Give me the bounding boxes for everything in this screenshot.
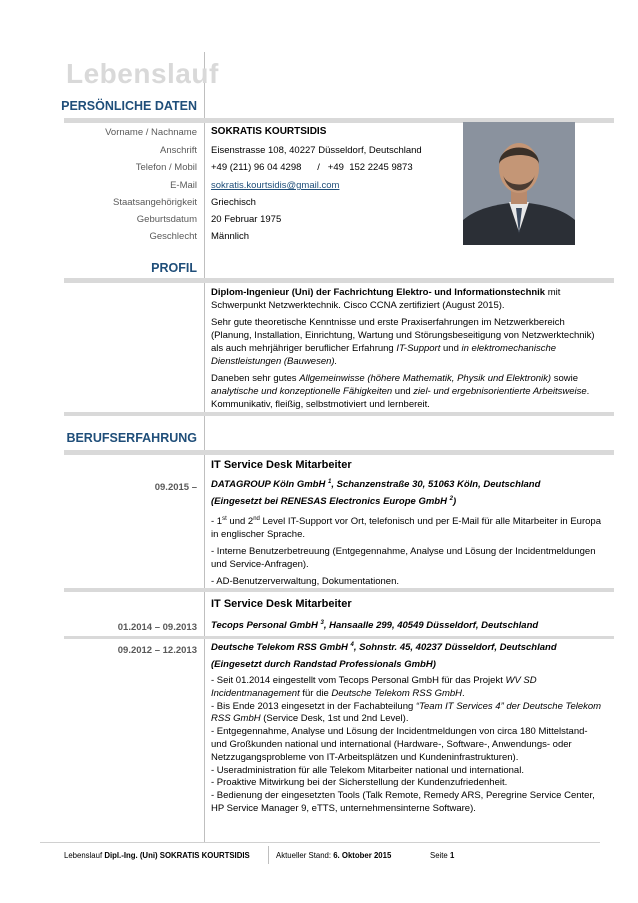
profile-paragraph: Daneben sehr gutes Allgemeinwisse (höhere Mathematik, Physik und Elektronik) sowie analytische und konzeptionelle Fähigkeiten und ziel- und ergebnisorientierte Arbeitsweise. Kommunikativ, fleißig, selbstmotiviert und lernbereit. — [211, 373, 590, 410]
job-assignment: (Eingesetzt durch Randstad Professionals GmbH) — [211, 659, 436, 670]
section-heading-profile: PROFIL — [151, 261, 197, 275]
address-value: Eisenstrasse 108, 40227 Düsseldorf, Deutschland — [211, 145, 422, 156]
duty-item: - AD-Benutzerverwaltung, Dokumentationen. — [211, 576, 399, 588]
profile-paragraph: Diplom-Ingenieur (Uni) der Fachrichtung Elektro- und Informationstechnik mit Schwerpunkt Netzwerktechnik. Cisco CCNA zertifiziert (August 2015). — [211, 287, 561, 311]
profile-text — [211, 286, 606, 415]
nationality-label: Staatsangehörigkeit — [113, 197, 197, 208]
job-assignment: (Eingesetzt bei RENESAS Electronics Europe GmbH $^2$) — [211, 496, 457, 508]
section-band — [64, 412, 614, 416]
footer-middle: Aktueller Stand: 6. Oktober 2015 — [276, 851, 392, 860]
duty-item: - Seit 01.2014 eingestellt vom Tecops Personal GmbH für das Projekt WV SD Incidentmanagement für die Deutsche Telekom RSS GmbH. — [211, 675, 537, 699]
phone-value: +49 (211) 96 04 4298 / +49 152 2245 9873 — [211, 162, 413, 173]
duty-item: - Interne Benutzerbetreuung (Entgegennahme, Analyse und Lösung der Incidentmeldungen und Service-Anfragen). — [211, 546, 596, 571]
footer-rule — [40, 842, 600, 843]
job-duties — [211, 513, 606, 592]
email-link[interactable]: sokratis.kourtsidis@gmail.com — [211, 180, 340, 191]
name-value: SOKRATIS KOURTSIDIS — [211, 126, 327, 137]
person-portrait-icon — [463, 122, 575, 245]
phone-label: Telefon / Mobil — [135, 162, 197, 173]
duty-item: - Bedienung der eingesetzten Tools (Talk Remote, Remedy ARS, Peregrine Service Center, HP Service Manager 9, eTTS, unternehmensinterne Software). — [211, 790, 595, 814]
nationality-value: Griechisch — [211, 197, 256, 208]
duty-item: - Entgegennahme, Analyse und Lösung der Incidentmeldungen von circa 180 Mittelstand- und Großkunden national und international (Hardware-, Software-, Anwendungs- oder Netzzugangsprobleme von IT-Arbeitsplätzen und Kundeninfrastrukturen). — [211, 726, 588, 763]
profile-paragraph: Sehr gute theoretische Kenntnisse und erste Praxiserfahrungen im Netzwerkbereich (Planung, Installation, Einrichtung, Wartung und Störungsbeseitigung von Netzwerktechnik) als auch mehrjähriger beruflicher Erfahrung IT-Support und in elektromechanische Dienstleistungen (Bauwesen). — [211, 317, 595, 367]
section-heading-personal: PERSÖNLICHE DATEN — [61, 99, 197, 113]
job-title: IT Service Desk Mitarbeiter — [211, 598, 352, 610]
section-band — [64, 588, 614, 592]
address-label: Anschrift — [160, 145, 197, 156]
name-label: Vorname / Nachname — [105, 127, 197, 138]
gender-value: Männlich — [211, 231, 250, 242]
gender-label: Geschlecht — [149, 231, 197, 242]
duty-item: - Bis Ende 2013 eingesetzt in der Fachabteilung “Team IT Services 4” der Deutsche Telekom RSS GmbH (Service Desk, 1st und 2nd Level). — [211, 700, 602, 725]
duty-item: - Proaktive Mitwirkung bei der Sicherstellung der Kundenzufriedenheit. — [211, 777, 508, 789]
column-divider — [204, 52, 205, 842]
footer-divider — [268, 846, 269, 864]
profile-photo — [463, 122, 575, 245]
job-duties — [211, 675, 606, 816]
birthdate-label: Geburtsdatum — [136, 214, 197, 225]
job-company: Tecops Personal GmbH $^3$, Hansaalle 299, 40549 Düsseldorf, Deutschland — [211, 620, 539, 632]
section-band — [64, 450, 614, 455]
section-band — [64, 278, 614, 283]
document-title: Lebenslauf — [66, 58, 219, 89]
job-title: IT Service Desk Mitarbeiter — [211, 459, 352, 471]
birthdate-value: 20 Februar 1975 — [211, 214, 282, 225]
footer-left: Lebenslauf Dipl.-Ing. (Uni) SOKRATIS KOURTSIDIS — [64, 851, 250, 860]
job-company: DATAGROUP Köln GmbH $^1$, Schanzenstraße 30, 51063 Köln, Deutschland — [211, 479, 541, 491]
footer-page: Seite 1 — [430, 851, 455, 860]
email-label: E-Mail — [170, 180, 197, 191]
job-company: Deutsche Telekom RSS GmbH $^4$, Sohnstr. 45, 40237 Düsseldorf, Deutschland — [211, 642, 557, 654]
duty-item: - Useradministration für alle Telekom Mitarbeiter national und international. — [211, 764, 524, 776]
row-band — [64, 636, 614, 639]
section-heading-experience: BERUFSERFAHRUNG — [66, 431, 197, 445]
job-date: 01.2014 – 09.2013 — [117, 622, 197, 633]
duty-item: - 1st und 2nd Level IT-Support vor Ort, telefonisch und per E-Mail für alle Mitarbeiter in Europa in englischer Sprache. — [211, 516, 601, 541]
job-date: 09.2015 – — [154, 482, 197, 493]
job-date: 09.2012 – 12.2013 — [117, 645, 197, 656]
